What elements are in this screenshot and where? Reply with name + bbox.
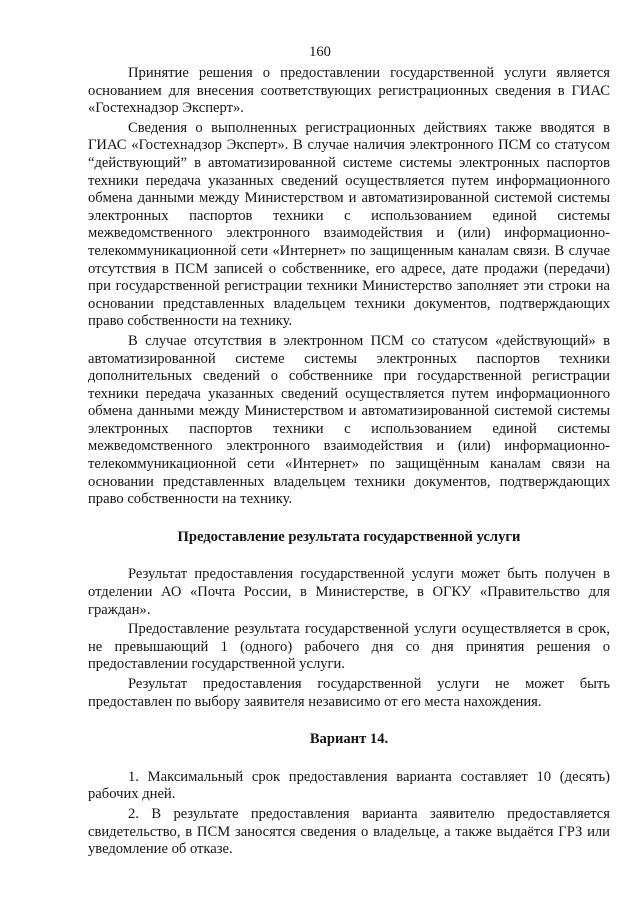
paragraph-registration-info: Сведения о выполненных регистрационных действиях также вводятся в ГИАС «Гостехнадзор Эксперт». В случае наличия электронного ПСМ со статусом “действующий” в автоматизированной системе системы электронных паспортов техники передача указанных сведений осуществляется путем информационного обмена данными между Министерством и автоматизированной системой системы электронных паспортов техники с использованием единой системы межведомственного электронного взаимодействия и (или) информационно-телекоммуникационной сети «Интернет» по защищенным каналам связи. В случае отсутствия в ПСМ записей о собственнике, его адресе, дате продажи (передачи) при государственной регистрации техники Министерство заполняет эти строки на основании представленных владельцем техники документов, подтверждающих право собственности на технику. [88,119,610,330]
paragraph-result-location: Результат предоставления государственной услуги может быть получен в отделении АО «Почта России, в Министерстве, в ОГКУ «Правительство для граждан». [88,566,610,618]
paragraph-registration-decision: Принятие решения о предоставлении государственной услуги является основанием для внесения соответствующих регистрационных сведения в ГИАС «Гостехнадзор Эксперт». [88,65,610,117]
list-item-result: 2. В результате предоставления варианта заявителю предоставляется свидетельство, в ПСМ заносятся сведения о владельце, а также выдаётся ГРЗ или уведомление об отказе. [88,805,610,858]
section-heading-variant: Вариант 14. [309,731,389,748]
paragraph-result-choice: Результат предоставления государственной услуги не может быть предоставлен по выбору заявителя независимо от его места нахождения. [88,676,610,710]
paragraph-result-deadline: Предоставление результата государственной услуги осуществляется в срок, не превышающий 1 (одного) рабочего дня со дня принятия решения о предоставлении государственной услуги. [88,621,610,673]
document-body [88,65,610,859]
page-number: 160 [309,44,331,60]
section-heading-result: Предоставление результата государственной услуги [177,528,521,545]
list-item-max-term: 1. Максимальный срок предоставления варианта составляет 10 (десять) рабочих дней. [88,768,610,803]
paragraph-absent-owner-info: В случае отсутствия в электронном ПСМ со статусом «действующий» в автоматизированной системе системы электронных паспортов техники дополнительных сведений о собственнике при государственной регистрации техники передача указанных сведений осуществляется путем информационного обмена данными между Министерством и автоматизированной системой системы электронных паспортов техники с использованием единой системы межведомственного электронного взаимодействия и (или) информационно-телекоммуникационной сети «Интернет» по защищённым каналам связи на основании представленных владельцем техники документов, подтверждающих право собственности на технику. [88,332,610,508]
